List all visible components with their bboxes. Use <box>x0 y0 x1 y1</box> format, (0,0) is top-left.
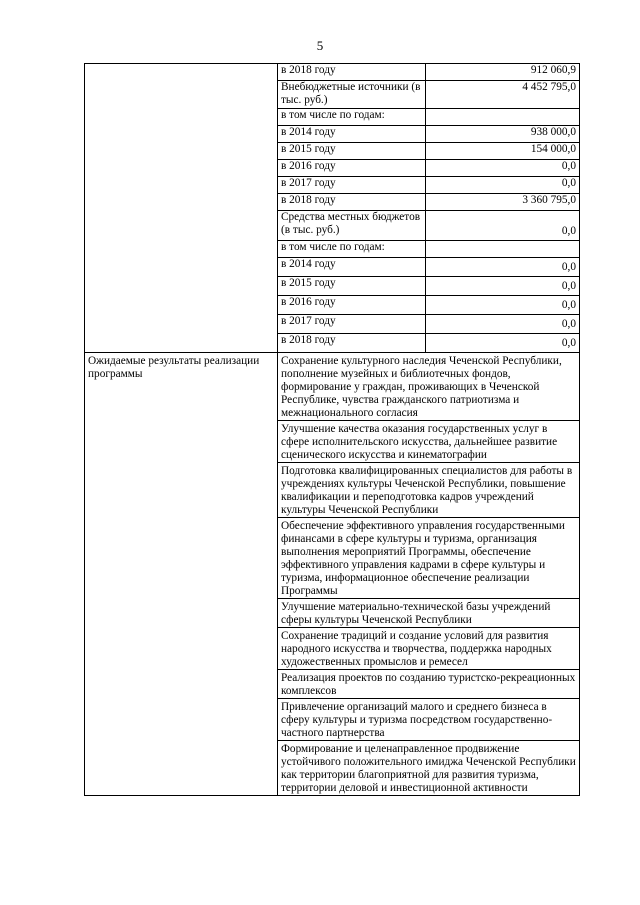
results-heading: Ожидаемые результаты реализации программы <box>85 353 278 796</box>
funding-value: 0,0 <box>426 334 580 353</box>
table-row <box>85 64 580 81</box>
funding-label: Средства местных бюджетов (в тыс. руб.) <box>278 211 426 241</box>
funding-value: 938 000,0 <box>426 126 580 143</box>
result-item: Привлечение организаций малого и среднего бизнеса в сферу культуры и туризма посредством государственно-частного партнерства <box>278 698 580 740</box>
program-passport-table <box>84 63 580 796</box>
funding-value: 0,0 <box>426 177 580 194</box>
funding-value: 154 000,0 <box>426 143 580 160</box>
funding-value <box>426 241 580 258</box>
funding-value: 0,0 <box>426 160 580 177</box>
funding-value: 912 060,9 <box>426 64 580 81</box>
funding-value: 0,0 <box>426 277 580 296</box>
funding-label: Внебюджетные источники (в тыс. руб.) <box>278 81 426 109</box>
result-item: Сохранение традиций и создание условий для развития народного искусства и творчества, поддержка народных художественных промыслов и ремесел <box>278 627 580 669</box>
funding-label: в 2017 году <box>278 177 426 194</box>
result-item: Подготовка квалифицированных специалистов для работы в учреждениях культуры Чеченской Республики, повышение квалификации и переподготовка кадров учреждений культуры Чеченской Республики <box>278 462 580 517</box>
table-row <box>85 353 580 421</box>
result-item: Формирование и целенаправленное продвижение устойчивого положительного имиджа Чеченской Республики как территории благоприятной для развития туризма, территории деловой и инвестиционной активности <box>278 740 580 795</box>
funding-value <box>426 109 580 126</box>
funding-value: 3 360 795,0 <box>426 194 580 211</box>
result-item: Сохранение культурного наследия Чеченской Республики, пополнение музейных и библиотечных фондов, формирование у граждан, проживающих в Чеченской Республике, чувства гражданского патриотизма и межнационального согласия <box>278 353 580 421</box>
funding-label: в 2017 году <box>278 315 426 334</box>
funding-label: в 2015 году <box>278 277 426 296</box>
result-item: Улучшение качества оказания государственных услуг в сфере исполнительского искусства, дальнейшее развитие сценического искусства и кинематографии <box>278 420 580 462</box>
funding-label: в 2016 году <box>278 160 426 177</box>
funding-label: в 2014 году <box>278 126 426 143</box>
funding-label: в 2018 году <box>278 334 426 353</box>
result-item: Обеспечение эффективного управления государственными финансами в сфере культуры и туризма, организация выполнения мероприятий Программы, обеспечение эффективного управления кадрами в сфере культуры и туризма, информационное обеспечение реализации Программы <box>278 517 580 598</box>
funding-label: в том числе по годам: <box>278 241 426 258</box>
result-item: Реализация проектов по созданию туристско-рекреационных комплексов <box>278 669 580 698</box>
funding-value: 0,0 <box>426 211 580 241</box>
funding-label: в 2016 году <box>278 296 426 315</box>
funding-value: 0,0 <box>426 258 580 277</box>
empty-left-cell <box>85 64 278 353</box>
result-item: Улучшение материально-технической базы учреждений сферы культуры Чеченской Республики <box>278 598 580 627</box>
funding-value: 0,0 <box>426 296 580 315</box>
funding-label: в 2014 году <box>278 258 426 277</box>
funding-label: в том числе по годам: <box>278 109 426 126</box>
funding-value: 4 452 795,0 <box>426 81 580 109</box>
page-number: 5 <box>316 38 324 53</box>
funding-value: 0,0 <box>426 315 580 334</box>
funding-label: в 2018 году <box>278 194 426 211</box>
funding-label: в 2015 году <box>278 143 426 160</box>
funding-label: в 2018 году <box>278 64 426 81</box>
